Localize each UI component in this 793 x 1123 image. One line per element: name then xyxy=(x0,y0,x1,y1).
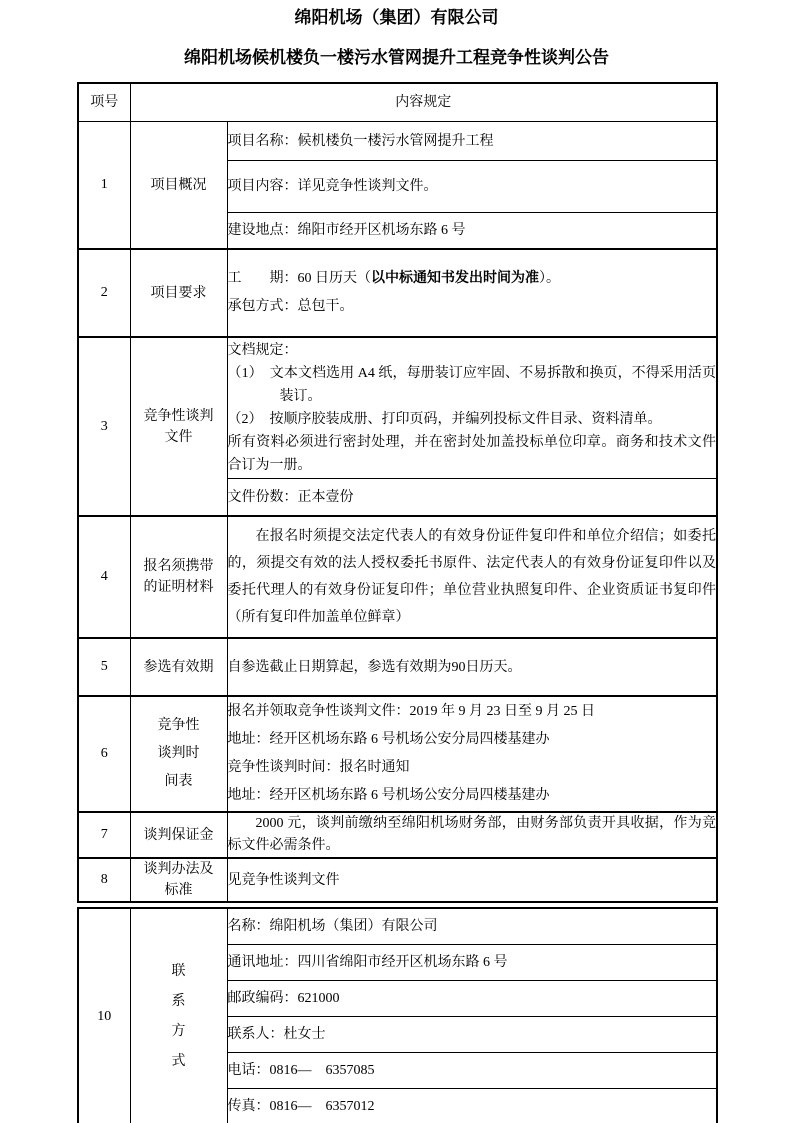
row1-label: 项目概况 xyxy=(130,122,227,250)
row8-label-line2: 标准 xyxy=(164,883,193,898)
row3-label-line1: 竞争性谈判 xyxy=(143,408,214,424)
row3-label xyxy=(130,337,227,516)
row8-number: 8 xyxy=(78,858,130,902)
row6-label xyxy=(130,696,227,812)
row1-project-name: 项目名称：候机楼负一楼污水管网提升工程 xyxy=(227,122,717,161)
table-row-10 xyxy=(78,908,717,945)
header-item-no: 项号 xyxy=(78,83,130,122)
contact-postal-code: 邮政编码：621000 xyxy=(227,981,717,1017)
row10-label-char1: 联 xyxy=(171,963,186,979)
row8-label-line1: 谈判办法及 xyxy=(143,862,214,877)
table-header-row xyxy=(78,83,717,122)
row2-content xyxy=(227,249,717,337)
row3-sealing-note: 所有资料必须进行密封处理，并在密封处加盖投标单位印章。商务和技术文件合订为一册。 xyxy=(227,435,716,473)
row1-project-content: 项目内容：详见竞争性谈判文件。 xyxy=(227,161,717,213)
row2-duration-bold: 以中标通知书发出时间为准 xyxy=(371,271,539,286)
contact-phone: 电话：0816— 6357085 xyxy=(227,1053,717,1089)
row4-label-line1: 报名须携带 xyxy=(143,559,214,574)
contact-person: 联系人：杜女士 xyxy=(227,1017,717,1053)
row3-label-line2: 文件 xyxy=(164,429,193,445)
row1-number: 1 xyxy=(78,122,130,250)
table-row-5 xyxy=(78,638,717,696)
row4-label xyxy=(130,516,227,638)
row2-duration-suffix: ）。 xyxy=(539,271,560,286)
contact-table xyxy=(77,907,718,1123)
row6-negotiation-address: 地址：经开区机场东路 6 号机场公安分局四楼基建办 xyxy=(227,788,550,803)
row10-label xyxy=(130,908,227,1123)
row8-content: 见竞争性谈判文件 xyxy=(227,858,717,902)
table-row-3 xyxy=(78,337,717,479)
table-row-7 xyxy=(78,812,717,858)
row3-copies: 文件份数：正本壹份 xyxy=(227,479,717,517)
row10-label-char3: 方 xyxy=(171,1023,186,1039)
table-row-1 xyxy=(78,122,717,161)
row2-duration-line xyxy=(228,265,717,293)
row6-content xyxy=(227,696,717,812)
table-row-2 xyxy=(78,249,717,337)
table-row-8 xyxy=(78,858,717,902)
row7-number: 7 xyxy=(78,812,130,858)
row7-label: 谈判保证金 xyxy=(130,812,227,858)
row3-doc-rules xyxy=(227,337,717,479)
row6-number: 6 xyxy=(78,696,130,812)
row7-deposit-text: 2000 元，谈判前缴纳至绵阳机场财务部，由财务部负责开具收据，作为竞标文件必需条件。 xyxy=(227,816,716,853)
contact-mailing-address: 通讯地址：四川省绵阳市经开区机场东路 6 号 xyxy=(227,945,717,981)
row6-registration-dates: 报名并领取竞争性谈判文件：2019 年 9 月 23 日至 9 月 25 日 xyxy=(227,704,595,719)
row6-negotiation-time: 竞争性谈判时间：报名时通知 xyxy=(227,760,410,775)
row6-label-line1: 竞争性 xyxy=(157,718,200,733)
row10-label-char2: 系 xyxy=(171,993,186,1009)
row6-label-line2: 谈判时 xyxy=(157,746,200,761)
row1-construction-site: 建设地点：绵阳市经开区机场东路 6 号 xyxy=(227,213,717,250)
row3-number: 3 xyxy=(78,337,130,516)
row4-number: 4 xyxy=(78,516,130,638)
row4-label-line2: 的证明材料 xyxy=(143,580,214,595)
row5-content: 自参选截止日期算起，参选有效期为90日历天。 xyxy=(227,638,717,696)
row7-content xyxy=(227,812,717,858)
row3-rule-item1: （1） 文本文档选用 A4 纸，每册装订应牢固、不易拆散和换页，不得采用活页装订。 xyxy=(227,366,716,404)
row2-contract-mode-line: 承包方式：总包干。 xyxy=(227,299,354,314)
row4-content xyxy=(227,516,717,638)
announcement-title: 绵阳机场候机楼负一楼污水管网提升工程竞争性谈判公告 xyxy=(184,48,609,67)
company-title: 绵阳机场（集团）有限公司 xyxy=(294,8,499,27)
row6-label-line3: 间表 xyxy=(164,774,193,789)
contact-fax: 传真：0816— 6357012 xyxy=(227,1089,717,1123)
row4-materials-text: 在报名时须提交法定代表人的有效身份证件复印件和单位介绍信；如委托的，须提交有效的法人授权委托书原件、法定代表人的有效身份证复印件以及委托代理人的有效身份证复印件；单位营业执照复印件、企业资质证书复印件（所有复印件加盖单位鲜章） xyxy=(227,529,716,625)
row3-rules-title: 文档规定： xyxy=(227,343,298,358)
row2-duration-prefix: 工 期：60 日历天（ xyxy=(227,271,371,286)
table-row-4 xyxy=(78,516,717,638)
row10-number: 10 xyxy=(78,908,130,1123)
row5-label: 参选有效期 xyxy=(130,638,227,696)
header-content: 内容规定 xyxy=(130,83,717,122)
row3-rule-item2: （2） 按顺序胶装成册、打印页码，并编列投标文件目录、资料清单。 xyxy=(227,412,662,427)
row2-label: 项目要求 xyxy=(130,249,227,337)
row6-registration-address: 地址：经开区机场东路 6 号机场公安分局四楼基建办 xyxy=(227,732,550,747)
row8-label xyxy=(130,858,227,902)
table-row-6 xyxy=(78,696,717,812)
contact-company-name: 名称：绵阳机场（集团）有限公司 xyxy=(227,908,717,945)
row10-label-char4: 式 xyxy=(171,1053,186,1069)
tender-info-table xyxy=(77,82,718,903)
row2-number: 2 xyxy=(78,249,130,337)
row5-number: 5 xyxy=(78,638,130,696)
